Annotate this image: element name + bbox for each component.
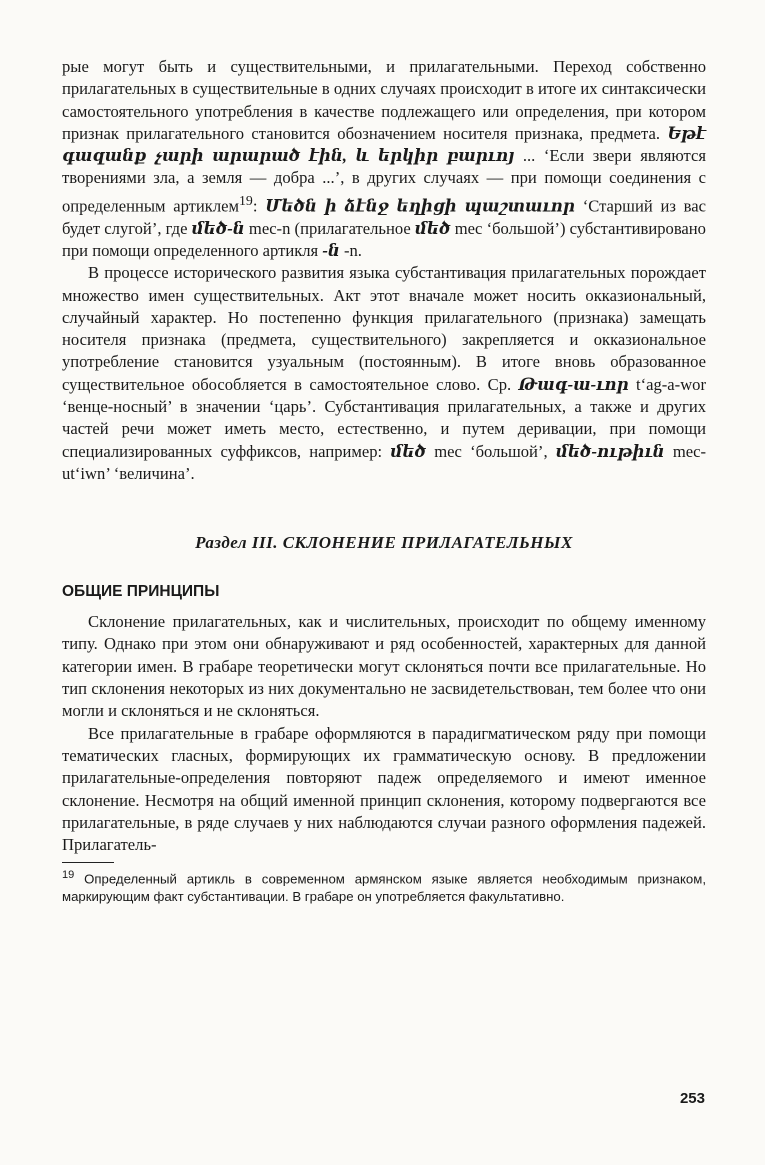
paragraph-2 [62,262,706,485]
text-run: mec-ut‘iwn’ ‘величина’. [62,441,706,483]
footnote-rule [62,862,114,863]
armenian-example: մեծ-ութիւն [555,441,665,461]
text-run: Склонение прилагательных, как и числительных, происходит по общему именному типу. Однако при этом они обнаруживают и ряд особенностей, характерных для данной категории имен. В грабаре теоретически могут склоняться почти все прилагательные. Но тип склонения некоторых из них документально не засвидетельствован, тем более что они могли и склоняться и не склоняться. [62,612,706,721]
text-run: mec-n (прилагательное [244,218,415,238]
armenian-example: մեծ-ն [191,218,245,238]
armenian-example: Եթէ գազանք չարի արարած էին, և երկիր բարւոյ [62,123,706,166]
subheading: ОБЩИЕ ПРИНЦИПЫ [62,583,220,601]
footnote-ref: 19 [239,192,253,208]
page-number: 253 [679,1090,705,1107]
text-run: : [252,196,266,216]
footnote-marker: 19 [62,869,75,882]
text-run: ‘Старший из вас будет слугой’, где [62,196,706,238]
paragraph-4 [62,723,706,857]
armenian-example: Մեծն ի ձէնջ եղիցի պաշտաւոր [265,196,575,216]
footnote [62,867,706,905]
text-run: В процессе исторического развития языка субстантивация прилагательных порождает множество имен существительных. Акт этот вначале может носить окказиональный, случайный характер. Но постепенно функция прилагательного (признака) замещать носителя признака (предмета, существительного) закрепляется и окказиональное употребление становится узуальным (постоянным). В итоге вновь образованное существительное обособляется в самостоятельное слово. Ср. [62,263,706,394]
text-run: рые могут быть и существительными, и прилагательными. Переход собственно прилагательных в существительные в одних случаях происходит в итоге их синтаксически самостоятельного употребления в качестве подлежащего или определения, при котором признак прилагательного становится обозначением носителя признака, предмета. [62,57,706,143]
armenian-example: Թագ-ա-ւոր [518,374,629,394]
paragraph-1 [62,56,706,262]
text-run: -n. [339,240,362,260]
text-run: Все прилагательные в грабаре оформляются в парадигматическом ряду при помощи тематических гласных, формирующих их грамматическую основу. В предложении прилагательные-определения повторяют падеж определяемого и имеют именное склонение. Несмотря на общий именной принцип склонения, которому подвергаются все прилагательные, в ряде случаев у них наблюдаются случаи разного оформления падежей. Прилагатель- [62,723,706,855]
page-body [62,56,706,906]
text-run: mec ‘большой’, [426,441,556,461]
text-run: ... ‘Если звери являются творениями зла, а земля — добра ...’, в других случаях — при помощи соединения с определенным артиклем [62,146,707,216]
section-title: Раздел III. СКЛОНЕНИЕ ПРИЛАГАТЕЛЬНЫХ [195,533,573,553]
armenian-example: մեծ [414,218,451,238]
text-run: t‘ag-a-wor ‘венце-носный’ в значении ‘царь’. Субстантивация прилагательных, а также и других частей речи может иметь место, естественно, и путем деривации, при помощи специализированных суффиксов, например: [62,374,706,461]
text-run: mec ‘большой’) субстантивировано при помощи определенного артикля [62,218,706,260]
footnote-text: Определенный артикль в современном армянском языке является необходимым признаком, маркирующим факт субстантивации. В грабаре он употребляется факультативно. [62,871,706,905]
armenian-example: -ն [322,240,340,260]
paragraph-3 [62,611,706,722]
armenian-example: մեծ [390,441,427,461]
